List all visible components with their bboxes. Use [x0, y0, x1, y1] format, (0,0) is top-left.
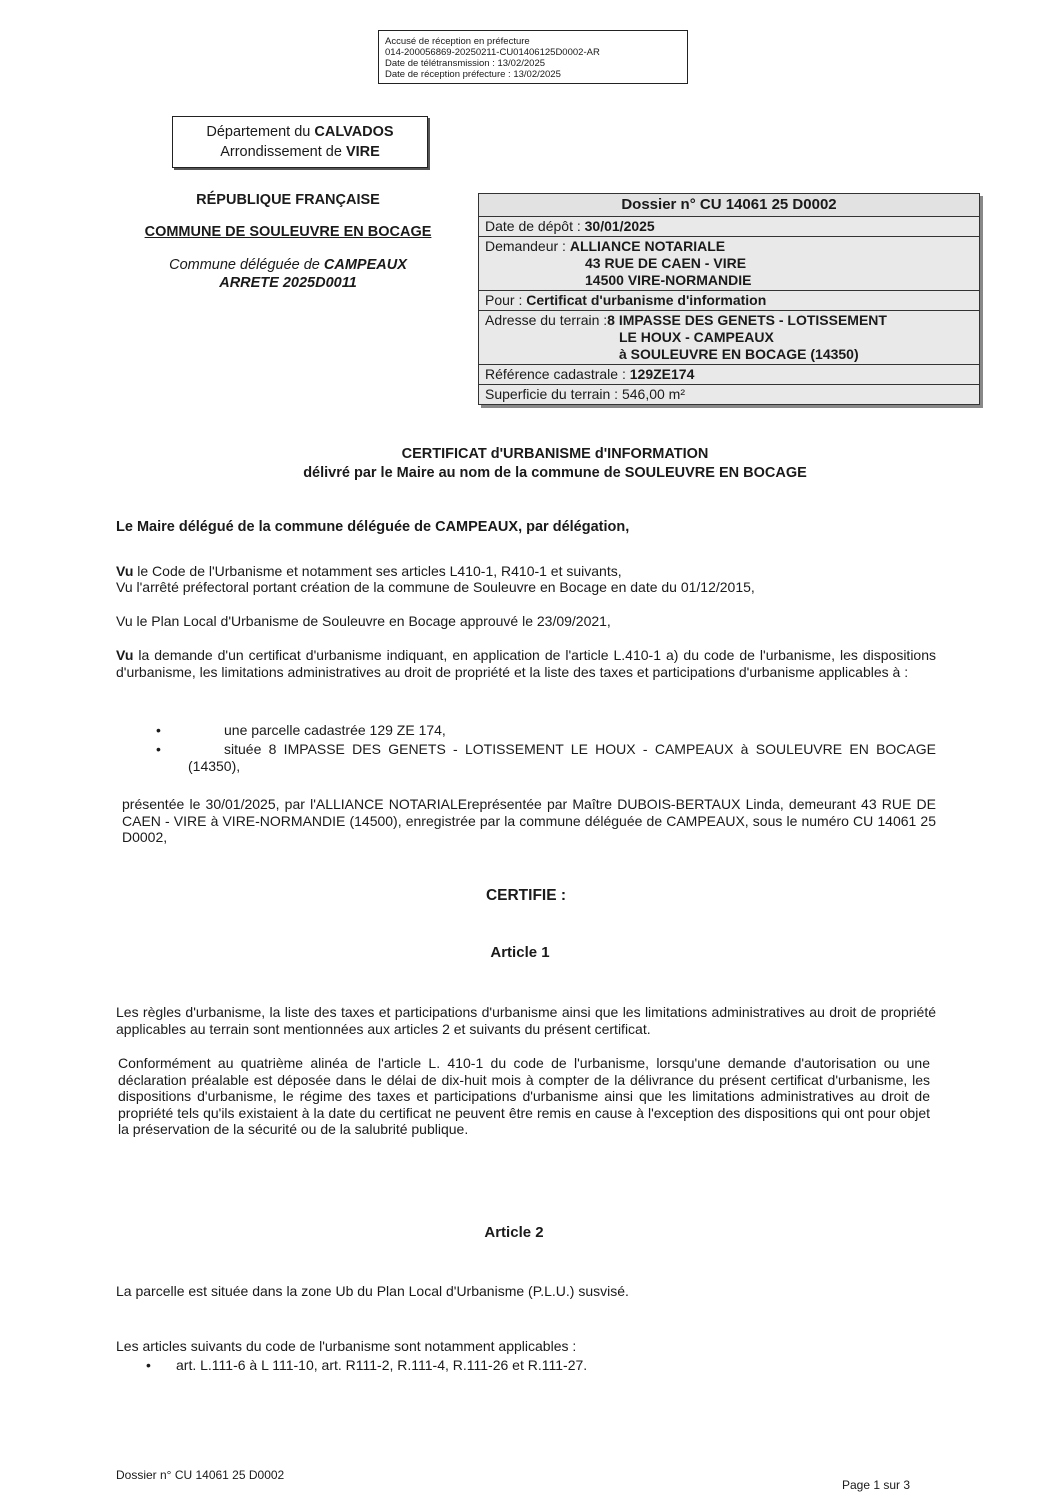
bullet-icon: •	[156, 741, 161, 757]
demandeur-label: Demandeur :	[485, 238, 570, 254]
commune-heading: COMMUNE DE SOULEUVRE EN BOCAGE	[144, 224, 432, 240]
article-1-paragraph: Conformément au quatrième alinéa de l'article L. 410-1 du code de l'urbanisme, lorsqu'une demande d'autorisation ou une déclaration préalable est déposée dans le délai de dix-huit mois à compter de la délivrance du présent certificat d'urbanisme, les dispositions d'urbanisme, le régime des taxes et participations d'urbanisme ainsi que les limitations administratives au droit de propriété tels qu'ils existaient à la date du certificat ne peuvent être remis en cause à l'exception des dispositions qui ont pour objet la préservation de la sécurité ou de la salubrité publique.	[118, 1055, 930, 1137]
commune-header	[118, 192, 458, 292]
deleguee-prefix: Commune déléguée de	[169, 257, 324, 273]
commune-deleguee	[118, 256, 458, 274]
stamp-line: Date de réception préfecture : 13/02/2025	[385, 69, 561, 80]
adresse-label: Adresse du terrain :	[485, 312, 608, 328]
bullet-icon: •	[146, 1357, 151, 1373]
arrondissement-name: VIRE	[345, 144, 380, 160]
pour-row	[479, 291, 979, 311]
article-2-paragraph: La parcelle est située dans la zone Ub du Plan Local d'Urbanisme (P.L.U.) susvisé.	[116, 1283, 629, 1299]
arrete-number: ARRETE 2025D0011	[219, 275, 357, 291]
dossier-title: Dossier n° CU 14061 25 D0002	[479, 194, 979, 217]
demandeur-address-line: 14500 VIRE-NORMANDIE	[585, 272, 752, 288]
article-2-heading: Article 2	[484, 1224, 544, 1241]
certificate-title-line: CERTIFICAT d'URBANISME d'INFORMATION	[401, 446, 709, 462]
vu-demande	[116, 647, 936, 680]
cadastre-label: Référence cadastrale :	[485, 366, 630, 382]
article-2-paragraph: Les articles suivants du code de l'urbanisme sont notamment applicables :	[116, 1338, 577, 1354]
department-prefix: Département du	[206, 124, 315, 140]
demandeur-row	[479, 237, 979, 291]
cadastre-value: 129ZE174	[629, 366, 695, 382]
list-item	[146, 1357, 936, 1374]
vu-keyword: Vu	[116, 563, 134, 579]
date-depot-row	[479, 217, 979, 237]
article-1-heading: Article 1	[490, 944, 550, 961]
list-item-text: située 8 IMPASSE DES GENETS - LOTISSEMENT LE HOUX - CAMPEAUX à SOULEUVRE EN BOCAGE (14350),	[188, 741, 936, 774]
vu-text: le Code de l'Urbanisme et notamment ses articles L410-1, R410-1 et suivants,	[133, 563, 622, 579]
adresse-line: à SOULEUVRE EN BOCAGE (14350)	[619, 346, 859, 362]
republique-heading: RÉPUBLIQUE FRANÇAISE	[196, 192, 380, 208]
list-item-text: art. L.111-6 à L 111-10, art. R111-2, R.111-4, R.111-26 et R.111-27.	[176, 1357, 588, 1373]
certifie-heading: CERTIFIE :	[485, 887, 567, 904]
reception-stamp	[378, 30, 688, 84]
page-number: Page 1 sur 3	[842, 1478, 911, 1492]
footer-dossier-number: Dossier n° CU 14061 25 D0002	[116, 1468, 285, 1482]
list-item-text: une parcelle cadastrée 129 ZE 174,	[224, 722, 446, 738]
vu-plu: Vu le Plan Local d'Urbanisme de Souleuvre en Bocage approuvé le 23/09/2021,	[116, 613, 611, 629]
bullet-icon: •	[156, 722, 161, 738]
pour-value: Certificat d'urbanisme d'information	[526, 292, 767, 308]
article-1-paragraph: Les règles d'urbanisme, la liste des taxes et participations d'urbanisme ainsi que les limitations administratives au droit de propriété applicables au terrain sont mentionnées aux articles 2 et suivants du présent certificat.	[116, 1004, 936, 1037]
stamp-line: Accusé de réception en préfecture	[385, 36, 530, 47]
vu-text: la demande d'un certificat d'urbanisme indiquant, en application de l'article L.410-1 a) du code de l'urbanisme, les dispositions d'urbanisme, les limitations administratives au droit de propriété et la liste des taxes et participations d'urbanisme applicables à :	[116, 647, 936, 680]
vu-keyword: Vu	[116, 647, 134, 663]
arrondissement-line	[173, 142, 427, 162]
date-depot-label: Date de dépôt :	[485, 218, 585, 234]
vu-arrete-prefectoral: Vu l'arrêté préfectoral portant création de la commune de Souleuvre en Bocage en date du 01/12/2015,	[116, 579, 755, 595]
adresse-line: LE HOUX - CAMPEAUX	[619, 329, 774, 345]
deleguee-name: CAMPEAUX	[323, 257, 407, 273]
stamp-line: Date de télétransmission : 13/02/2025	[385, 58, 546, 69]
dossier-table	[478, 193, 980, 405]
department-name: CALVADOS	[314, 124, 394, 140]
date-depot-value: 30/01/2025	[584, 218, 655, 234]
list-item	[156, 741, 936, 774]
adresse-line: 8 IMPASSE DES GENETS - LOTISSEMENT	[607, 312, 887, 328]
list-item	[156, 722, 936, 739]
maire-delegation: Le Maire délégué de la commune déléguée de CAMPEAUX, par délégation,	[116, 519, 630, 535]
demandeur-name: ALLIANCE NOTARIALE	[569, 238, 726, 254]
adresse-terrain-row	[479, 311, 979, 365]
department-line	[173, 122, 427, 142]
pour-label: Pour :	[485, 292, 527, 308]
cadastre-row	[479, 365, 979, 385]
stamp-line: 014-200056869-20250211-CU01406125D0002-AR	[385, 47, 600, 58]
arrondissement-prefix: Arrondissement de	[220, 144, 346, 160]
superficie-row: Superficie du terrain : 546,00 m²	[479, 385, 979, 404]
certificate-subtitle: délivré par le Maire au nom de la commune de SOULEUVRE EN BOCAGE	[303, 465, 807, 481]
certificate-title	[200, 445, 910, 483]
presentee-paragraph: présentée le 30/01/2025, par l'ALLIANCE NOTARIALEreprésentée par Maître DUBOIS-BERTAUX Linda, demeurant 43 RUE DE CAEN - VIRE à VIRE-NORMANDIE (14500), enregistrée par la commune déléguée de CAMPEAUX, sous le numéro CU 14061 25 D0002,	[122, 796, 936, 845]
vu-code-urbanisme	[116, 563, 936, 580]
department-box	[172, 116, 428, 168]
demandeur-address-line: 43 RUE DE CAEN - VIRE	[585, 255, 747, 271]
